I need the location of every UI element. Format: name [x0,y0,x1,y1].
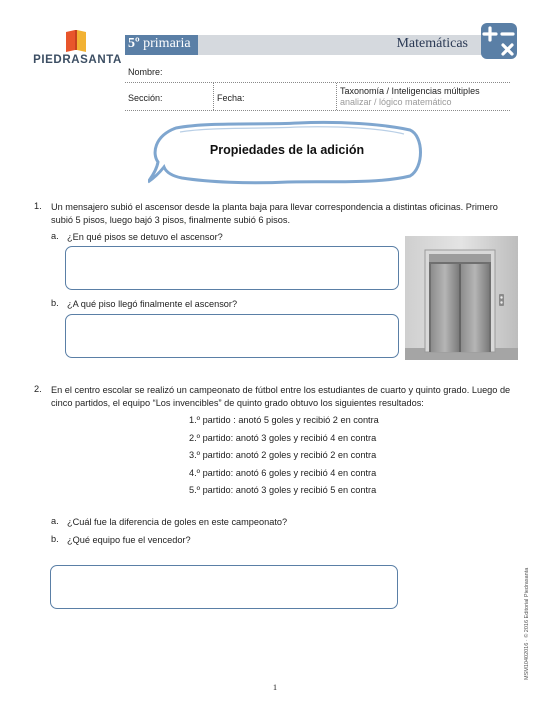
match-result: 3.º partido: anotó 2 goles y recibió 2 en contra [189,450,377,460]
q2a-letter: a. [51,516,59,526]
date-label: Fecha: [217,93,245,103]
brand-name: PIEDRASANTA [33,54,122,66]
elevator-image [405,236,518,360]
subject-label: Matemáticas [396,36,468,51]
q2a-text: ¿Cuál fue la diferencia de goles en este campeonato? [67,517,288,527]
q1-number: 1. [34,201,42,211]
q2-text: En el centro escolar se realizó un campeonato de fútbol entre los estudiantes de cuarto y quinto grado. Luego de cinco partidos, el equipo “Los invencibles” de quinto grado obtuvo los siguientes resultados: [51,385,511,408]
divider [336,83,337,110]
grade-word: primaria [143,36,191,51]
section-line[interactable] [125,110,510,111]
match-result: 1.º partido : anotó 5 goles y recibió 2 en contra [189,415,379,425]
q2-answer-box[interactable] [50,565,398,609]
name-label: Nombre: [128,67,163,77]
publisher-logo [30,30,125,72]
match-result: 2.º partido: anotó 3 goles y recibió 4 en contra [189,432,377,443]
q1b-answer-box[interactable] [65,314,399,358]
q1a-answer-box[interactable] [65,246,399,290]
q1b-letter: b. [51,298,59,308]
q1-text: Un mensajero subió el ascensor desde la planta baja para llevar correspondencia a distintas oficinas. Primero subió 5 pisos, luego bajó 3 pisos, finalmente subió 6 pisos. [51,202,498,225]
page-title: Propiedades de la adición [209,143,365,157]
q2b-letter: b. [51,534,59,544]
section-label: Sección: [128,93,163,103]
match-results-list [189,412,379,500]
match-result: 4.º partido: anotó 6 goles y recibió 4 en contra [189,467,377,478]
page-number: 1 [272,682,278,692]
q2b-text: ¿Qué equipo fue el vencedor? [67,535,191,545]
match-result: 5.º partido: anotó 3 goles y recibió 5 en contra [189,485,377,495]
q1a-text: ¿En qué pisos se detuvo el ascensor? [67,232,223,242]
name-line[interactable] [125,82,510,83]
q1a-letter: a. [51,231,59,241]
copyright-note: MSM10402016 · © 2016 Editorial Piedrasanta [524,567,530,680]
taxonomy-label: Taxonomía / Inteligencias múltiples [340,86,480,96]
book-logo-icon [63,30,89,52]
grade-number: 5º [128,36,140,51]
divider [213,83,214,110]
q1b-text: ¿A qué piso llegó finalmente el ascensor? [67,299,238,309]
grade-label [128,36,191,52]
taxonomy-value: analizar / lógico matemático [340,97,452,107]
math-operations-icon [480,22,518,60]
q2-number: 2. [34,384,42,394]
